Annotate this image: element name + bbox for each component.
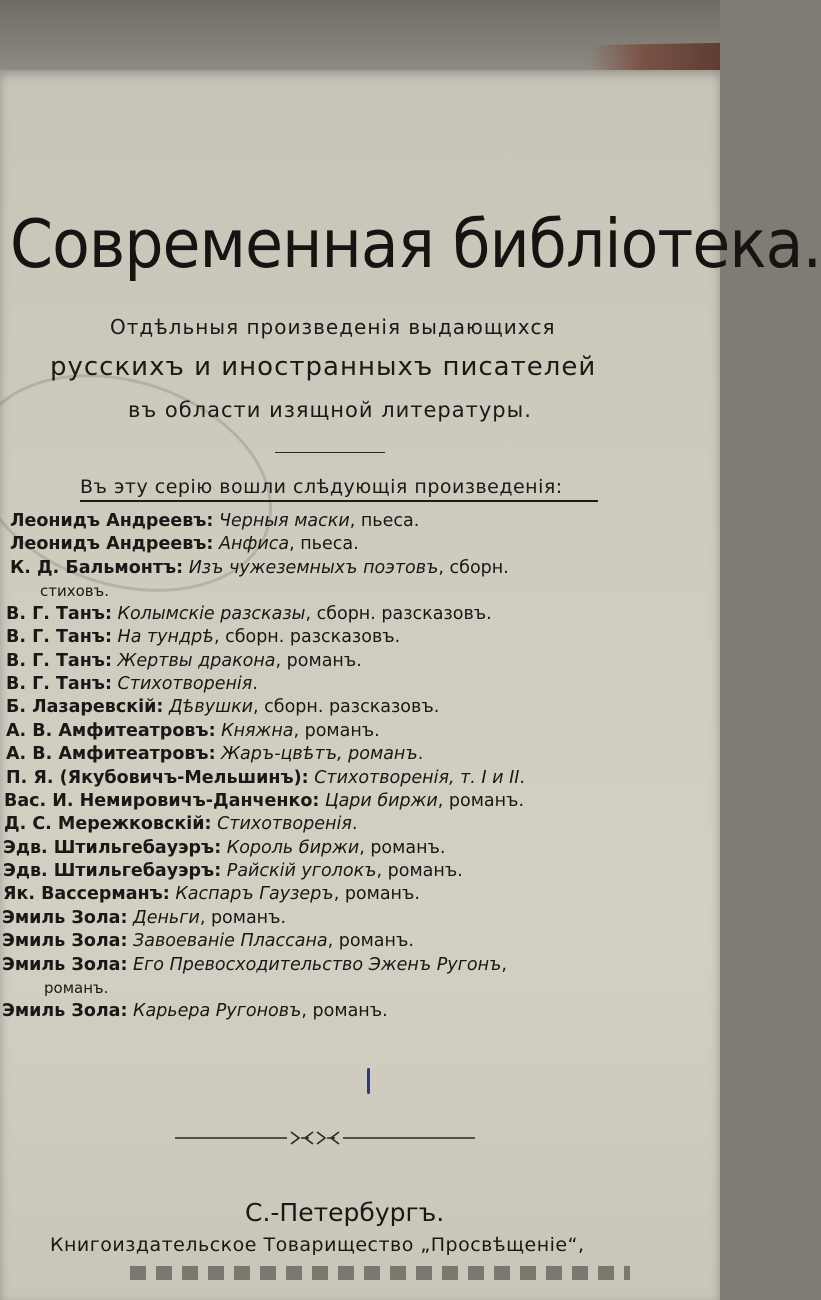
work-note: , пьеса. [349, 511, 420, 531]
list-item [2, 1000, 722, 1023]
work-title: Черныя маски [219, 511, 350, 531]
work-title: Жаръ-цвѣтъ, романъ [221, 744, 418, 765]
work-note: , романъ. [275, 650, 362, 671]
work-continuation: стиховъ. [40, 581, 109, 600]
work-author: Д. С. Мережковскій: [4, 814, 212, 835]
publisher-name: Книгоиздательское Товарищество „Просвѣщеніе“, [50, 1234, 585, 1256]
ink-mark [367, 1068, 370, 1094]
list-item [2, 907, 722, 930]
heading-underline [80, 500, 598, 502]
list-item [6, 673, 726, 696]
work-title: Анфиса [219, 534, 290, 555]
work-title: Цари биржи [324, 790, 438, 811]
work-title: Стихотворенія, т. I и II [314, 767, 520, 788]
list-item [6, 767, 726, 790]
work-title: На тундрѣ [117, 627, 214, 648]
work-author: Эмиль Зола: [2, 931, 128, 952]
work-author: В. Г. Танъ: [6, 650, 112, 671]
work-author: А. В. Амфитеатровъ: [6, 720, 216, 741]
list-item [10, 533, 730, 556]
work-title: Жертвы дракона [117, 650, 276, 671]
subtitle-line-2: русскихъ и иностранныхъ писателей [50, 352, 597, 382]
subtitle-line-3: въ области изящной литературы. [128, 398, 532, 422]
work-note: , романъ. [333, 884, 420, 905]
work-author: Леонидъ Андреевъ: [10, 511, 214, 531]
work-title: Каспаръ Гаузеръ [175, 884, 334, 905]
list-item [4, 790, 724, 813]
work-continuation: романъ. [44, 978, 109, 997]
list-item [6, 650, 726, 673]
work-note: , романъ. [376, 861, 463, 882]
work-note: . [417, 744, 424, 765]
work-author: В. Г. Танъ: [6, 627, 112, 648]
work-author: Вас. И. Немировичъ-Данченко: [4, 790, 320, 811]
list-item [6, 603, 726, 626]
work-title: Дѣвушки [168, 697, 254, 718]
work-title: Колымскіе разсказы [117, 603, 306, 624]
work-title: Райскій уголокъ [226, 861, 377, 882]
list-item [2, 954, 722, 1000]
work-title: Княжна [221, 720, 294, 741]
work-note: , романъ. [327, 931, 414, 952]
work-title: Изъ чужеземныхъ поэтовъ [188, 557, 439, 578]
series-heading: Въ эту серію вошли слѣдующія произведенія: [80, 476, 563, 498]
works-list [0, 510, 720, 1023]
page-title: Современная библіотека. [10, 205, 821, 283]
work-author: Як. Вассерманъ: [3, 884, 170, 905]
list-item [6, 696, 726, 719]
work-author: К. Д. Бальмонтъ: [10, 557, 184, 578]
list-item [10, 510, 730, 533]
list-item [6, 626, 726, 649]
work-title: Король биржи [226, 837, 360, 858]
work-title: Стихотворенія [217, 814, 352, 835]
work-note: , [501, 954, 507, 975]
list-item [3, 883, 723, 906]
divider [275, 452, 385, 453]
work-note: , сборн. разсказовъ. [305, 603, 492, 624]
list-item [10, 557, 730, 603]
work-author: П. Я. (Якубовичъ-Мельшинъ): [6, 767, 309, 788]
work-note: , романъ. [301, 1000, 388, 1021]
subtitle-line-1: Отдѣльныя произведенія выдающихся [110, 315, 556, 339]
work-author: Эмиль Зола: [2, 954, 128, 975]
work-note: , романъ. [293, 720, 380, 741]
work-title: Стихотворенія [117, 673, 253, 694]
work-author: Эдв. Штильгебауэръ: [3, 837, 222, 858]
work-title: Деньги [133, 907, 200, 928]
work-author: В. Г. Танъ: [6, 603, 112, 624]
work-title: Его Превосходительство Эженъ Ругонъ [133, 954, 502, 975]
work-title: Карьера Ругоновъ [133, 1000, 302, 1021]
list-item [6, 743, 726, 766]
list-item [4, 813, 724, 836]
work-note: , романъ. [359, 837, 446, 858]
work-author: Эмиль Зола: [2, 907, 128, 928]
work-note: , сборн. разсказовъ. [213, 627, 401, 648]
work-author: Б. Лазаревскій: [6, 697, 164, 718]
list-item [6, 720, 726, 743]
ornament-divider [175, 1128, 475, 1148]
list-item [2, 930, 722, 953]
work-author: В. Г. Танъ: [6, 673, 112, 694]
work-author: Леонидъ Андреевъ: [10, 534, 214, 555]
work-author: Эдв. Штильгебауэръ: [3, 861, 222, 882]
cropped-text-line [130, 1266, 630, 1280]
work-note: . [519, 767, 525, 788]
work-note: , пьеса. [289, 534, 359, 555]
list-item [3, 860, 723, 883]
work-note: , романъ. [199, 907, 287, 928]
work-note: . [252, 673, 258, 694]
work-title: Завоеваніе Плассана [133, 931, 328, 952]
work-author: А. В. Амфитеатровъ: [6, 744, 216, 765]
work-note: , романъ. [437, 790, 525, 811]
work-note: , сборн. разсказовъ. [253, 697, 440, 718]
list-item [3, 837, 723, 860]
work-note: , сборн. [438, 557, 509, 578]
work-note: . [351, 814, 358, 835]
publication-city: С.-Петербургъ. [245, 1198, 445, 1227]
work-author: Эмиль Зола: [2, 1000, 128, 1021]
